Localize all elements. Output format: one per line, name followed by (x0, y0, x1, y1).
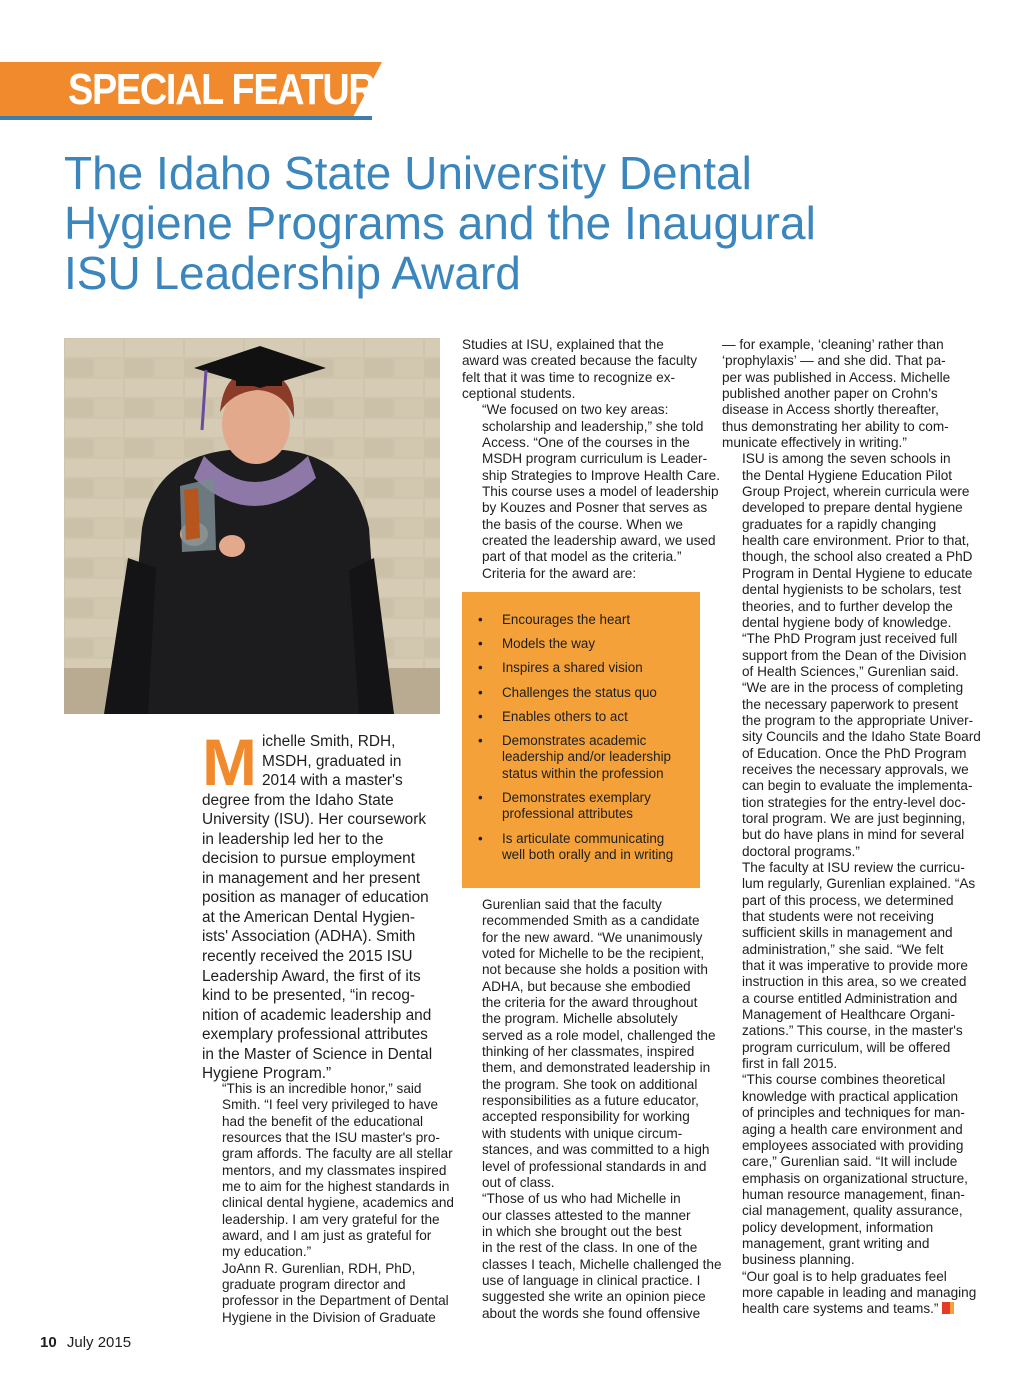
text-line: MSDH program curriculum is Leader- (482, 451, 708, 467)
paragraph (722, 631, 981, 860)
criteria-text: status within the profession (502, 765, 664, 781)
text-line: mentors, and my classmates inspired (222, 1162, 447, 1178)
text-line: program curriculum, will be offered (742, 1039, 951, 1055)
bullet-icon: • (478, 660, 483, 676)
text-line: “This course combines theoretical (742, 1072, 946, 1088)
text-line: in management and her present (202, 869, 421, 887)
headline-line: ISU Leadership Award (64, 247, 521, 299)
text-line: nition of academic leadership and (202, 1006, 432, 1024)
text-line: in the Master of Science in Dental (202, 1045, 433, 1063)
text-line: recently received the 2015 ISU (202, 948, 413, 966)
text-line: the program. Michelle absolutely (482, 1011, 678, 1027)
text-line: emphasis on organizational structure, (742, 1170, 968, 1186)
text-line: responsibilities as a future educator, (482, 1093, 699, 1109)
text-line: at the American Dental Hygien- (202, 908, 416, 926)
text-line: a course entitled Administration and (742, 990, 958, 1006)
text-line: accepted responsibility for working (482, 1109, 690, 1125)
text-line: my education.” (222, 1244, 312, 1260)
bullet-icon: • (478, 790, 483, 806)
bullet-icon: • (478, 684, 483, 700)
text-line: not because she holds a position with (482, 962, 708, 978)
paragraph (722, 1268, 977, 1318)
text-line: of Health Sciences,” Gurenlian said. (742, 663, 959, 679)
criteria-text: Challenges the status quo (502, 684, 657, 700)
criteria-item (476, 612, 696, 628)
text-line: the Dental Hygiene Education Pilot (742, 467, 953, 483)
text-line: “We focused on two key areas: (482, 402, 669, 418)
criteria-text: Encourages the heart (502, 612, 631, 627)
text-line: in leadership led her to the (202, 830, 384, 848)
text-line: about the words she found offensive (482, 1305, 701, 1321)
text-line: of Education. Once the PhD Program (742, 745, 967, 761)
text-line: thinking of her classmates, inspired (482, 1044, 695, 1060)
text-line: 2014 with a master's (262, 772, 403, 790)
text-line: — for example, ‘cleaning’ rather than (722, 337, 944, 352)
paragraph (462, 337, 702, 402)
criteria-text: Models the way (502, 636, 596, 652)
text-line: out of class. (482, 1174, 555, 1190)
text-line: can begin to evaluate the implementa- (742, 778, 973, 794)
criteria-item (476, 790, 696, 823)
headline (64, 148, 964, 298)
text-line: served as a role model, challenged the (482, 1027, 716, 1043)
paragraph (722, 337, 972, 451)
text-line: the necessary paperwork to present (742, 696, 959, 712)
text-line: leadership. I am very grateful for the (222, 1211, 440, 1227)
text-line: instruction in this area, so we created (742, 974, 967, 990)
text-line: ship Strategies to Improve Health Care. (482, 467, 721, 483)
text-line: recommended Smith as a candidate (482, 913, 700, 929)
text-line: cial management, quality assurance, (742, 1203, 963, 1219)
text-line: graduate program director and (222, 1277, 406, 1293)
text-line: part of that model as the criteria.” (482, 549, 682, 565)
text-line: first in fall 2015. (742, 1056, 838, 1072)
criteria-item (476, 831, 696, 864)
text-line: Gurenlian said that the faculty (482, 897, 662, 912)
bullet-icon: • (478, 708, 483, 724)
criteria-item (476, 660, 696, 676)
text-line: dental hygienists to be scholars, test (742, 582, 962, 598)
criteria-text: Is articulate communicating (502, 830, 665, 846)
issue-date: July 2015 (66, 1334, 132, 1351)
text-line: Program in Dental Hygiene to educate (742, 565, 973, 581)
text-line (722, 1301, 972, 1317)
banner-underline (0, 116, 372, 120)
criteria-item (476, 733, 696, 782)
text-line: with students with unique circum- (482, 1125, 683, 1141)
end-of-article-icon (942, 1302, 954, 1314)
bullet-icon: • (478, 612, 483, 627)
text-line: administration,” she said. “We felt (742, 941, 944, 957)
criteria-item (476, 709, 696, 725)
column-3 (722, 337, 981, 1318)
text-line: award was created because the faculty (462, 353, 698, 369)
text-line: the program. She took on additional (482, 1076, 698, 1092)
text-line: by Kouzes and Posner that serves as (482, 500, 708, 516)
paragraph (722, 451, 972, 631)
paragraph (462, 897, 716, 1191)
text-line: them, and demonstrated leadership in (482, 1060, 711, 1076)
text-line: our classes attested to the manner (482, 1207, 691, 1223)
page-number: 10 (40, 1334, 57, 1351)
text-line: ISU is among the seven schools in (742, 451, 951, 467)
column-1-body (202, 1081, 454, 1326)
text-line: care,” Gurenlian said. “It will include (742, 1154, 958, 1170)
text-line: ists' Association (ADHA). Smith (202, 928, 416, 946)
text-line: degree from the Idaho State (202, 791, 394, 809)
text-line: the basis of the course. When we (482, 516, 683, 532)
criteria-box (462, 592, 700, 888)
text-line: gram affords. The faculty are all stellar (222, 1146, 453, 1162)
drop-cap: M (202, 725, 257, 799)
paragraph (722, 1072, 972, 1268)
text-line: “We are in the process of completing (742, 680, 964, 696)
text-line: Studies at ISU, explained that the (462, 337, 664, 352)
text-line: had the benefit of the educational (222, 1113, 424, 1129)
text-line: human resource management, finan- (742, 1186, 965, 1202)
column-2-top (462, 337, 721, 582)
text-line: ADHA, but because she embodied (482, 978, 691, 994)
text-line: decision to pursue employment (202, 850, 416, 868)
criteria-text: leadership and/or leadership (502, 749, 671, 765)
text-line: though, the school also created a PhD (742, 549, 973, 565)
text-line: ‘prophylaxis’ — and she did. That pa- (722, 353, 946, 369)
text-line: Management of Healthcare Organi- (742, 1007, 956, 1023)
text-line: employees associated with providing (742, 1137, 964, 1153)
text-line: professor in the Department of Dental (222, 1293, 449, 1309)
text-line: part of this process, we determined (742, 892, 954, 908)
text-line: in which she brought out the best (482, 1223, 682, 1239)
text-line: policy development, information (742, 1219, 934, 1235)
text-line: that students were not receiving (742, 909, 934, 925)
paragraph (202, 1260, 449, 1326)
text-line: MSDH, graduated in (262, 752, 402, 770)
criteria-text: well both orally and in writing (502, 847, 674, 863)
text-line: thus demonstrating her ability to com- (722, 418, 949, 434)
text-line: ichelle Smith, RDH, (262, 733, 396, 750)
text-line: me to aim for the highest standards in (222, 1179, 450, 1195)
text-line: clinical dental hygiene, academics and (222, 1195, 454, 1211)
text-line: more capable in leading and managing (742, 1284, 977, 1300)
text-line: receives the necessary approvals, we (742, 761, 969, 777)
graduate-with-award-photo (64, 338, 440, 714)
text-line: the criteria for the award throughout (482, 995, 698, 1011)
text-line: Leadership Award, the first of its (202, 967, 421, 985)
text-line: stances, and was committed to a high (482, 1142, 710, 1158)
criteria-item (476, 636, 696, 652)
text-line: zations.” This course, in the master's (742, 1023, 963, 1039)
text-line: business planning. (742, 1252, 855, 1268)
text-line: the program to the appropriate Univer- (742, 712, 974, 728)
text-line: in the rest of the class. In one of the (482, 1240, 698, 1256)
text-line: suggested she write an opinion piece (482, 1289, 706, 1305)
text-line: position as manager of education (202, 889, 429, 907)
text-line: Criteria for the award are: (482, 565, 637, 581)
text-line: graduates for a rapidly changing (742, 516, 937, 532)
text-line: Hygiene in the Division of Graduate (222, 1309, 436, 1325)
text-line: sufficient skills in management and (742, 925, 953, 941)
text-line: level of professional standards in and (482, 1158, 707, 1174)
text-line: created the leadership award, we used (482, 533, 716, 549)
lead-paragraph (202, 725, 442, 1084)
text-line: voted for Michelle to be the recipient, (482, 946, 705, 962)
text-line: felt that it was time to recognize ex- (462, 369, 676, 385)
text-line: dental hygiene body of knowledge. (742, 614, 952, 630)
criteria-item (476, 685, 696, 701)
text-line: municate effectively in writing.” (722, 435, 907, 451)
text-line: of principles and techniques for man- (742, 1105, 965, 1121)
text-line: This course uses a model of leadership (482, 484, 719, 500)
text-line: published another paper on Crohn's (722, 386, 938, 402)
criteria-text: Inspires a shared vision (502, 660, 643, 676)
text-line: classes I teach, Michelle challenged the (482, 1256, 722, 1272)
headline-line: Hygiene Programs and the Inaugural (64, 197, 816, 249)
text-line: use of language in clinical practice. I (482, 1272, 701, 1288)
text-line: management, grant writing and (742, 1235, 930, 1251)
text-line: knowledge with practical application (742, 1088, 959, 1104)
text-line: toral program. We are just beginning, (742, 810, 966, 826)
text-line: that it was imperative to provide more (742, 958, 968, 974)
section-label: SPECIAL FEATURE (68, 65, 399, 114)
text-line: Access. “One of the courses in the (482, 435, 690, 451)
bullet-icon: • (478, 733, 483, 749)
text-line: aging a health care environment and (742, 1121, 963, 1137)
text-line: “This is an incredible honor,” said (222, 1081, 422, 1096)
text-line: kind to be presented, “in recog- (202, 987, 416, 1005)
bullet-icon: • (478, 636, 483, 652)
headline-line: The Idaho State University Dental (64, 147, 752, 199)
text-line: but do have plans in mind for several (742, 827, 965, 843)
text-line: disease in Access shortly thereafter, (722, 402, 939, 418)
text-line: sity Councils and the Idaho State Board (742, 729, 981, 745)
text-line: “Those of us who had Michelle in (482, 1191, 681, 1207)
text-line: “The PhD Program just received full (742, 631, 958, 647)
text-line: resources that the ISU master's pro- (222, 1130, 440, 1146)
criteria-text: professional attributes (502, 806, 634, 822)
text-line: Smith. “I feel very privileged to have (222, 1097, 439, 1113)
text-line: support from the Dean of the Division (742, 647, 967, 663)
text-line: health care environment. Prior to that, (742, 533, 970, 549)
text-line: for the new award. “We unanimously (482, 929, 703, 945)
text-line: University (ISU). Her coursework (202, 811, 427, 829)
text-line-content: health care systems and teams.” (742, 1301, 939, 1317)
text-line: Group Project, wherein curricula were (742, 484, 970, 500)
paragraph (462, 402, 721, 582)
column-2-bottom (462, 897, 722, 1322)
page-footer (40, 1334, 131, 1351)
text-line: Hygiene Program.” (202, 1065, 332, 1083)
criteria-text: Demonstrates academic (502, 733, 647, 749)
text-line: scholarship and leadership,” she told (482, 418, 704, 434)
criteria-text: Demonstrates exemplary (502, 790, 651, 806)
text-line: JoAnn R. Gurenlian, RDH, PhD, (222, 1260, 416, 1276)
text-line: theories, and to further develop the (742, 598, 953, 614)
text-line: “Our goal is to help graduates feel (742, 1268, 947, 1284)
text-line: lum regularly, Gurenlian explained. “As (742, 876, 976, 892)
text-line: The faculty at ISU review the curricu- (742, 860, 965, 875)
paragraph (202, 1081, 454, 1261)
text-line: per was published in Access. Michelle (722, 369, 951, 385)
text-line: doctoral programs.” (742, 843, 860, 859)
text-line: award, and I am just as grateful for (222, 1228, 432, 1244)
paragraph (722, 860, 976, 1072)
text-line: ceptional students. (462, 386, 576, 402)
text-line: exemplary professional attributes (202, 1026, 428, 1044)
text-line: tion strategies for the entry-level doc- (742, 794, 966, 810)
text-line: developed to prepare dental hygiene (742, 500, 963, 516)
criteria-list (476, 612, 696, 871)
paragraph (462, 1191, 722, 1322)
bullet-icon: • (478, 830, 483, 846)
criteria-text: Enables others to act (502, 708, 628, 724)
